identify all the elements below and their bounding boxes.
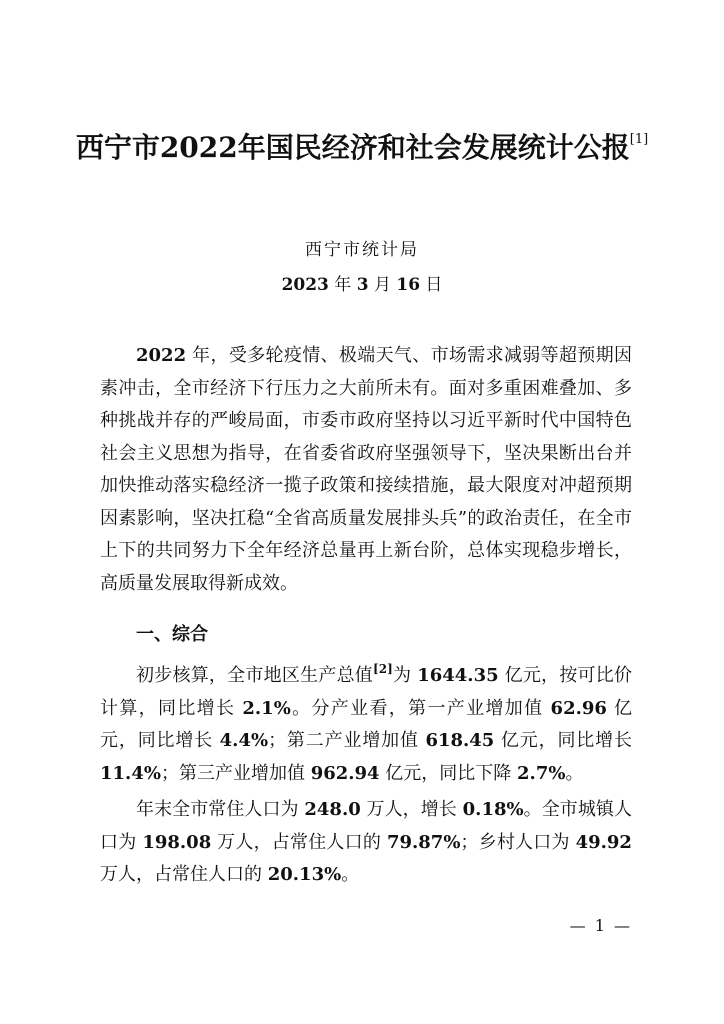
document-title: [40, 126, 684, 166]
gdp-text-2: 为: [392, 665, 418, 686]
title-text: 西宁市2022年国民经济和社会发展统计公报: [75, 131, 630, 164]
gdp-growth: 2.1%: [242, 697, 291, 719]
issue-date: [0, 270, 724, 295]
issuing-organization: 西宁市统计局: [305, 240, 419, 260]
tertiary-industry-change: 2.7%: [517, 762, 566, 784]
gdp-text-6: ；第二产业增加值: [268, 730, 426, 751]
secondary-industry-growth: 11.4%: [100, 762, 161, 784]
gdp-text-4: 。分产业看，第一产业增加值: [290, 697, 551, 719]
pop-text-1: 年末全市常住人口为: [136, 799, 305, 820]
gdp-paragraph: [100, 653, 632, 790]
gdp-text-5: 亿元，同比增长: [100, 697, 632, 751]
urban-share: 79.87%: [386, 831, 461, 853]
pop-text-6: 万人，占常住人口的: [100, 864, 268, 885]
population-total: 248.0: [304, 799, 361, 820]
pop-text-4: 万人，占常住人口的: [211, 831, 387, 853]
section-heading-overview: 一、综合: [136, 624, 208, 645]
gdp-value: 1644.35: [417, 665, 499, 686]
urban-population: 198.08: [142, 831, 212, 853]
date-year-unit: 年: [328, 275, 357, 295]
tertiary-industry-value: 962.94: [310, 762, 380, 784]
gdp-text-3: 亿元，按可比价计算，同比增长: [100, 665, 632, 719]
population-paragraph: [100, 794, 632, 892]
pop-text-7: 。: [341, 864, 360, 885]
title-footnote: [1]: [629, 132, 649, 147]
pop-text-5: ；乡村人口为: [460, 831, 576, 853]
gdp-text-1: 初步核算，全市地区生产总值: [136, 665, 374, 686]
gdp-footnote: [2]: [373, 662, 393, 676]
gdp-text-7: 亿元，同比增长: [494, 730, 632, 751]
population-growth: 0.18%: [462, 799, 524, 820]
rural-share: 20.13%: [267, 864, 342, 885]
rural-population: 49.92: [575, 831, 632, 853]
date-day-unit: 日: [420, 275, 443, 295]
gdp-text-10: 。: [565, 762, 584, 784]
date-year: 2023: [281, 275, 329, 295]
date-day: 16: [396, 275, 421, 295]
date-month: 3: [356, 275, 369, 295]
intro-paragraph: [100, 340, 632, 600]
gdp-text-8: ；第三产业增加值: [160, 762, 311, 784]
primary-industry-value: 62.96: [550, 697, 607, 719]
date-month-unit: 月: [368, 275, 397, 295]
secondary-industry-value: 618.45: [425, 730, 495, 751]
gdp-text-9: 亿元，同比下降: [379, 762, 518, 784]
intro-year: 2022: [136, 345, 187, 366]
pop-text-2: 万人，增长: [360, 799, 463, 820]
intro-text: 年，受多轮疫情、极端天气、市场需求减弱等超预期因素冲击，全市经济下行压力之大前所未有。面对多重困难叠加、多种挑战并存的严峻局面，市委市政府坚持以习近平新时代中国特色社会主义思想为指导，在省委省政府坚强领导下，坚决果断出台并加快推动落实稳经济一揽子政策和接续措施，最大限度对冲超预期因素影响，坚决扛稳“全省高质量发展排头兵”的政治责任，在全市上下的共同努力下全年经济总量再上新台阶，总体实现稳步增长，高质量发展取得新成效。: [100, 345, 632, 594]
primary-industry-growth: 4.4%: [219, 730, 269, 751]
pop-text-3: 。全市城镇人口为: [100, 799, 632, 853]
page-number: — 1 —: [569, 916, 632, 935]
